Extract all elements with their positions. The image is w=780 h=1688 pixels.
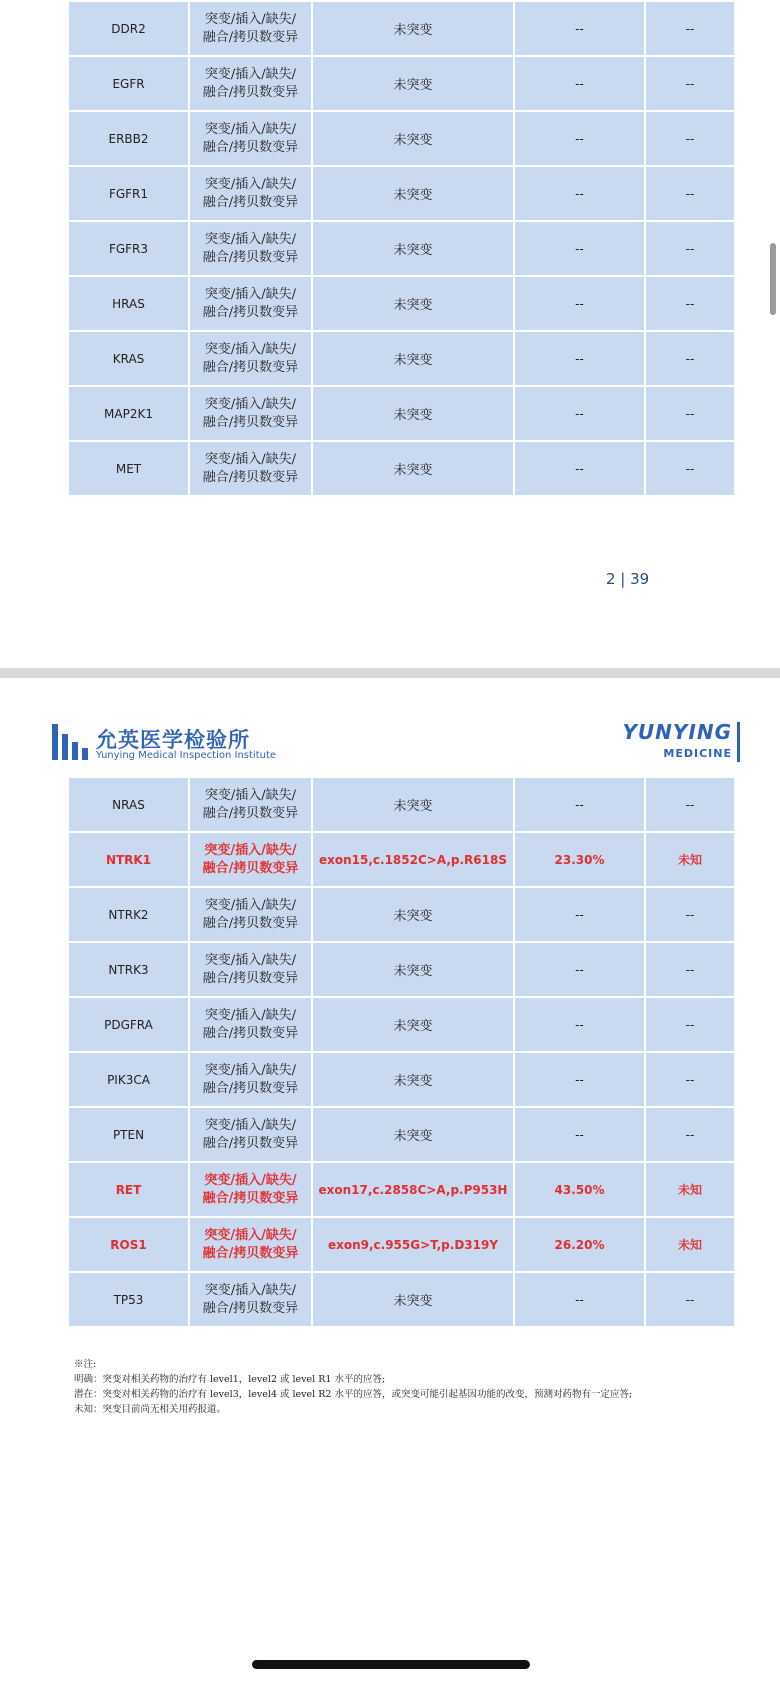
institute-logo xyxy=(52,722,312,762)
category-line: 突变/插入/缺失/ xyxy=(204,176,297,192)
category-cell xyxy=(189,166,312,221)
gene-cell: KRAS xyxy=(68,331,189,386)
frequency-cell: 43.50% xyxy=(514,1162,645,1217)
frequency-cell: 23.30% xyxy=(514,832,645,887)
category-line: 融合/拷贝数变异 xyxy=(202,1190,299,1206)
brand-top-text: YUNYING xyxy=(622,720,732,744)
category-line: 融合/拷贝数变异 xyxy=(202,249,299,265)
frequency-cell: 26.20% xyxy=(514,1217,645,1272)
category-line: 突变/插入/缺失/ xyxy=(204,787,297,803)
brand-divider xyxy=(737,722,740,762)
category-cell xyxy=(189,1272,312,1327)
gene-row xyxy=(68,997,735,1052)
category-line: 突变/插入/缺失/ xyxy=(204,396,297,412)
significance-cell: 未知 xyxy=(645,1162,735,1217)
significance-cell: -- xyxy=(645,166,735,221)
category-cell xyxy=(189,441,312,496)
category-line: 融合/拷贝数变异 xyxy=(202,414,299,430)
result-cell: 未突变 xyxy=(312,166,514,221)
category-line: 融合/拷贝数变异 xyxy=(202,139,299,155)
gene-row xyxy=(68,221,735,276)
result-cell: 未突变 xyxy=(312,276,514,331)
result-cell: 未突变 xyxy=(312,331,514,386)
gene-cell: NTRK2 xyxy=(68,887,189,942)
category-line: 突变/插入/缺失/ xyxy=(204,121,297,137)
category-line: 突变/插入/缺失/ xyxy=(204,451,297,467)
frequency-cell: -- xyxy=(514,777,645,832)
result-cell: 未突变 xyxy=(312,111,514,166)
significance-cell: -- xyxy=(645,276,735,331)
category-cell xyxy=(189,276,312,331)
category-line: 融合/拷贝数变异 xyxy=(202,1135,299,1151)
category-line: 突变/插入/缺失/ xyxy=(204,897,297,913)
gene-cell: NRAS xyxy=(68,777,189,832)
category-cell xyxy=(189,832,312,887)
frequency-cell: -- xyxy=(514,942,645,997)
brand-bottom-text: MEDICINE xyxy=(663,747,732,760)
note-line: 未知：突变目前尚无相关用药报道。 xyxy=(74,1404,227,1415)
frequency-cell: -- xyxy=(514,1107,645,1162)
gene-cell: FGFR1 xyxy=(68,166,189,221)
scrollbar-thumb[interactable] xyxy=(770,243,776,315)
result-cell: 未突变 xyxy=(312,887,514,942)
result-cell: exon17,c.2858C>A,p.P953H xyxy=(312,1162,514,1217)
category-line: 突变/插入/缺失/ xyxy=(204,1172,297,1188)
category-cell xyxy=(189,1,312,56)
gene-row xyxy=(68,331,735,386)
report-page-1 xyxy=(0,0,780,669)
gene-row xyxy=(68,1107,735,1162)
gene-cell: EGFR xyxy=(68,56,189,111)
significance-cell: -- xyxy=(645,942,735,997)
result-cell: 未突变 xyxy=(312,221,514,276)
frequency-cell: -- xyxy=(514,1272,645,1327)
category-cell xyxy=(189,111,312,166)
result-cell: exon15,c.1852C>A,p.R618S xyxy=(312,832,514,887)
gene-cell: PTEN xyxy=(68,1107,189,1162)
category-line: 突变/插入/缺失/ xyxy=(204,66,297,82)
significance-cell: -- xyxy=(645,331,735,386)
significance-cell: -- xyxy=(645,441,735,496)
note-line: ※注: xyxy=(74,1359,97,1370)
category-line: 融合/拷贝数变异 xyxy=(202,1245,299,1261)
category-cell xyxy=(189,331,312,386)
category-cell xyxy=(189,1052,312,1107)
category-line: 突变/插入/缺失/ xyxy=(204,1007,297,1023)
significance-cell: -- xyxy=(645,56,735,111)
significance-cell: -- xyxy=(645,1052,735,1107)
category-line: 融合/拷贝数变异 xyxy=(202,1080,299,1096)
category-cell xyxy=(189,56,312,111)
gene-row xyxy=(68,887,735,942)
significance-cell: -- xyxy=(645,1272,735,1327)
result-cell: 未突变 xyxy=(312,1,514,56)
frequency-cell: -- xyxy=(514,1052,645,1107)
logo-english-name: Yunying Medical Inspection Institute xyxy=(96,750,277,761)
frequency-cell: -- xyxy=(514,166,645,221)
category-line: 突变/插入/缺失/ xyxy=(204,1227,297,1243)
category-cell xyxy=(189,887,312,942)
gene-cell: RET xyxy=(68,1162,189,1217)
result-cell: 未突变 xyxy=(312,441,514,496)
gene-cell: ROS1 xyxy=(68,1217,189,1272)
gene-cell: DDR2 xyxy=(68,1,189,56)
category-line: 融合/拷贝数变异 xyxy=(202,359,299,375)
frequency-cell: -- xyxy=(514,997,645,1052)
frequency-cell: -- xyxy=(514,887,645,942)
result-cell: 未突变 xyxy=(312,1052,514,1107)
category-cell xyxy=(189,777,312,832)
logo-bars-icon xyxy=(52,722,88,762)
category-cell xyxy=(189,1162,312,1217)
frequency-cell: -- xyxy=(514,1,645,56)
significance-cell: -- xyxy=(645,111,735,166)
result-cell: 未突变 xyxy=(312,56,514,111)
frequency-cell: -- xyxy=(514,111,645,166)
result-cell: 未突变 xyxy=(312,1107,514,1162)
category-line: 突变/插入/缺失/ xyxy=(204,1117,297,1133)
category-line: 融合/拷贝数变异 xyxy=(202,29,299,45)
category-cell xyxy=(189,221,312,276)
gene-row xyxy=(68,276,735,331)
category-line: 突变/插入/缺失/ xyxy=(204,11,297,27)
frequency-cell: -- xyxy=(514,441,645,496)
frequency-cell: -- xyxy=(514,56,645,111)
logo-chinese-name: 允英医学检验所 xyxy=(96,728,250,752)
gene-cell: TP53 xyxy=(68,1272,189,1327)
category-line: 融合/拷贝数变异 xyxy=(202,805,299,821)
category-line: 突变/插入/缺失/ xyxy=(204,231,297,247)
gene-cell: PDGFRA xyxy=(68,997,189,1052)
gene-row xyxy=(68,1217,735,1272)
category-line: 突变/插入/缺失/ xyxy=(204,842,297,858)
gene-row xyxy=(68,166,735,221)
gene-row xyxy=(68,942,735,997)
significance-cell: -- xyxy=(645,777,735,832)
result-cell: 未突变 xyxy=(312,1272,514,1327)
significance-cell: -- xyxy=(645,997,735,1052)
frequency-cell: -- xyxy=(514,221,645,276)
gene-row xyxy=(68,56,735,111)
significance-cell: -- xyxy=(645,1,735,56)
category-line: 融合/拷贝数变异 xyxy=(202,194,299,210)
category-cell xyxy=(189,1217,312,1272)
gene-cell: NTRK1 xyxy=(68,832,189,887)
table-notes xyxy=(74,1357,714,1417)
frequency-cell: -- xyxy=(514,331,645,386)
result-cell: 未突变 xyxy=(312,777,514,832)
gene-table-page-1 xyxy=(67,0,736,497)
category-line: 突变/插入/缺失/ xyxy=(204,341,297,357)
frequency-cell: -- xyxy=(514,386,645,441)
category-line: 突变/插入/缺失/ xyxy=(204,1062,297,1078)
note-line: 明确：突变对相关药物的治疗有 level1，level2 或 level R1 水平的应答; xyxy=(74,1374,386,1385)
category-line: 融合/拷贝数变异 xyxy=(202,970,299,986)
result-cell: exon9,c.955G>T,p.D319Y xyxy=(312,1217,514,1272)
brand-logo xyxy=(622,720,740,764)
category-line: 融合/拷贝数变异 xyxy=(202,469,299,485)
gene-row xyxy=(68,386,735,441)
result-cell: 未突变 xyxy=(312,386,514,441)
category-line: 突变/插入/缺失/ xyxy=(204,286,297,302)
note-line: 潜在：突变对相关药物的治疗有 level3，level4 或 level R2 水平的应答，或突变可能引起基因功能的改变，预测对药物有一定应答; xyxy=(74,1389,633,1400)
page-number: 2 | 39 xyxy=(606,570,650,588)
gene-table-page-2 xyxy=(67,776,736,1328)
category-line: 融合/拷贝数变异 xyxy=(202,1025,299,1041)
gene-cell: NTRK3 xyxy=(68,942,189,997)
gene-cell: FGFR3 xyxy=(68,221,189,276)
gene-row xyxy=(68,832,735,887)
category-cell xyxy=(189,386,312,441)
significance-cell: -- xyxy=(645,386,735,441)
category-line: 融合/拷贝数变异 xyxy=(202,915,299,931)
significance-cell: -- xyxy=(645,221,735,276)
gene-cell: HRAS xyxy=(68,276,189,331)
gene-row xyxy=(68,441,735,496)
gene-cell: PIK3CA xyxy=(68,1052,189,1107)
gene-cell: ERBB2 xyxy=(68,111,189,166)
gene-row xyxy=(68,1052,735,1107)
category-cell xyxy=(189,942,312,997)
gene-row xyxy=(68,111,735,166)
gene-cell: MET xyxy=(68,441,189,496)
significance-cell: 未知 xyxy=(645,1217,735,1272)
category-line: 突变/插入/缺失/ xyxy=(204,952,297,968)
category-line: 融合/拷贝数变异 xyxy=(202,1300,299,1316)
category-line: 突变/插入/缺失/ xyxy=(204,1282,297,1298)
gene-row xyxy=(68,1,735,56)
frequency-cell: -- xyxy=(514,276,645,331)
significance-cell: -- xyxy=(645,887,735,942)
gene-row xyxy=(68,1272,735,1327)
gene-row xyxy=(68,1162,735,1217)
category-line: 融合/拷贝数变异 xyxy=(202,304,299,320)
significance-cell: -- xyxy=(645,1107,735,1162)
gene-row xyxy=(68,777,735,832)
category-line: 融合/拷贝数变异 xyxy=(202,84,299,100)
category-line: 融合/拷贝数变异 xyxy=(202,860,299,876)
page-separator xyxy=(0,668,780,678)
gene-cell: MAP2K1 xyxy=(68,386,189,441)
category-cell xyxy=(189,997,312,1052)
home-indicator[interactable] xyxy=(252,1660,530,1669)
category-cell xyxy=(189,1107,312,1162)
result-cell: 未突变 xyxy=(312,942,514,997)
result-cell: 未突变 xyxy=(312,997,514,1052)
significance-cell: 未知 xyxy=(645,832,735,887)
